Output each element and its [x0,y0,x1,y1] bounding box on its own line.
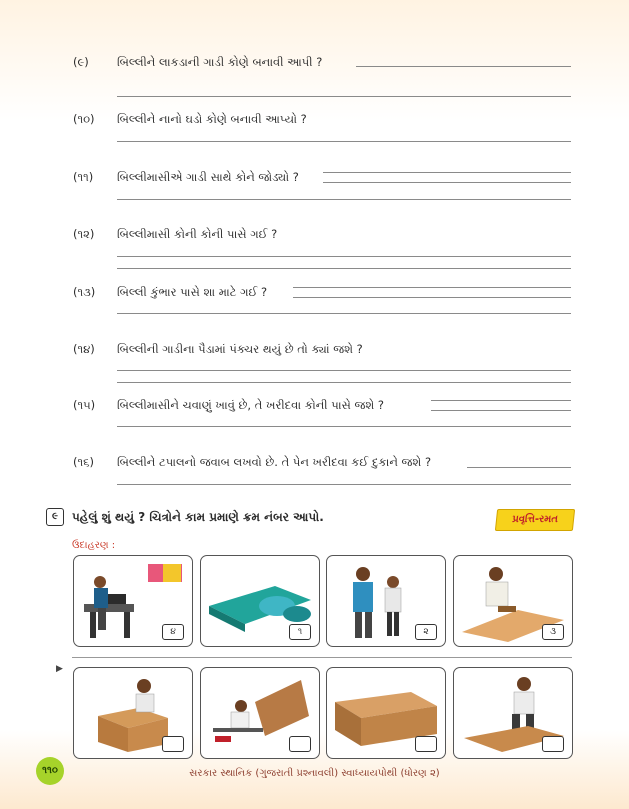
order-number-box: ૩ [542,624,564,640]
footer-text: સરકાર સ્થાનિક (ગુજરાતી પ્રશ્નાવલી) સ્વાધ્યાયપોથી (ધોરણ ૨) [189,768,440,779]
question-number: (૧૬) [73,455,95,469]
question-text: બિલ્લીને ટપાલનો જવાબ લખવો છે. તે પેન ખરીદવા કઈ દુકાને જશે ? [117,455,432,469]
question-9 [73,55,573,115]
answer-line[interactable] [293,287,571,288]
exercise-card-carpenter-sawing [200,667,320,759]
order-number-input[interactable] [289,736,311,752]
answer-line[interactable] [467,467,571,468]
answer-line[interactable] [117,484,571,485]
exercise-card-carpenter-box [73,667,193,759]
answer-line[interactable] [431,410,571,411]
question-number: (૯) [73,55,89,69]
answer-line[interactable] [117,96,571,97]
answer-line[interactable] [117,313,571,314]
answer-line[interactable] [117,382,571,383]
question-text: બિલ્લીમાસીએ ગાડી સાથે કોને જોડ્યો ? [117,170,299,184]
question-text: બિલ્લીમાસીને ચવાણું ખાવું છે, તે ખરીદવા કોની પાસે જશે ? [117,398,385,412]
order-number-input[interactable] [542,736,564,752]
question-15 [73,398,573,458]
question-number: (૧૧) [73,170,94,184]
question-number: (૧૩) [73,285,96,299]
answer-line[interactable] [323,172,571,173]
section-number: ૯ [46,508,64,526]
question-16 [73,455,573,515]
answer-line[interactable] [431,400,571,401]
example-label: ઉદાહરણ : [72,540,116,551]
order-number-box: ૨ [415,624,437,640]
question-text: બિલ્લીને લાકડાની ગાડી કોણે બનાવી આપી ? [117,55,323,69]
exercise-card-carpenter-hammering [453,667,573,759]
answer-line[interactable] [117,256,571,257]
question-14 [73,342,573,402]
question-10 [73,112,573,172]
activity-badge: પ્રવૃત્તિ-રમત [495,509,575,531]
example-card-tailor-cutting [453,555,573,647]
order-number-box: ૧ [289,624,311,640]
question-number: (૧૦) [73,112,95,126]
question-text: બિલ્લીની ગાડીના પૈડામાં પંક્ચર થયું છે તો ક્યાં જશે ? [117,342,363,356]
question-text: બિલ્લીમાસી કોની કોની પાસે ગઈ ? [117,227,278,241]
answer-line[interactable] [117,199,571,200]
example-card-tailor-measuring [326,555,446,647]
play-arrow-icon: ▶ [56,664,63,674]
section-divider [72,657,572,658]
question-text: બિલ્લીને નાનો ઘડો કોણે બનાવી આપ્યો ? [117,112,307,126]
answer-line[interactable] [117,370,571,371]
answer-line[interactable] [323,182,571,183]
question-11 [73,170,573,230]
example-card-tailor-sewing [73,555,193,647]
answer-line[interactable] [117,268,571,269]
order-number-input[interactable] [162,736,184,752]
question-text: બિલ્લી કુંભાર પાસે શા માટે ગઈ ? [117,285,268,299]
question-number: (૧૨) [73,227,95,241]
answer-line[interactable] [356,66,571,67]
question-number: (૧૪) [73,342,95,356]
question-12 [73,227,573,287]
question-13 [73,285,573,345]
answer-line[interactable] [117,426,571,427]
answer-line[interactable] [117,141,571,142]
page-number-badge: ૧૧૦ [36,757,64,785]
example-card-cloth-rolls [200,555,320,647]
answer-line[interactable] [293,297,571,298]
order-number-input[interactable] [415,736,437,752]
question-number: (૧૫) [73,398,96,412]
section-title: પહેલું શું થયું ? ચિત્રોને કામ પ્રમાણે ક્રમ નંબર આપો. [72,510,324,524]
order-number-box: ૪ [162,624,184,640]
exercise-card-wooden-planks [326,667,446,759]
